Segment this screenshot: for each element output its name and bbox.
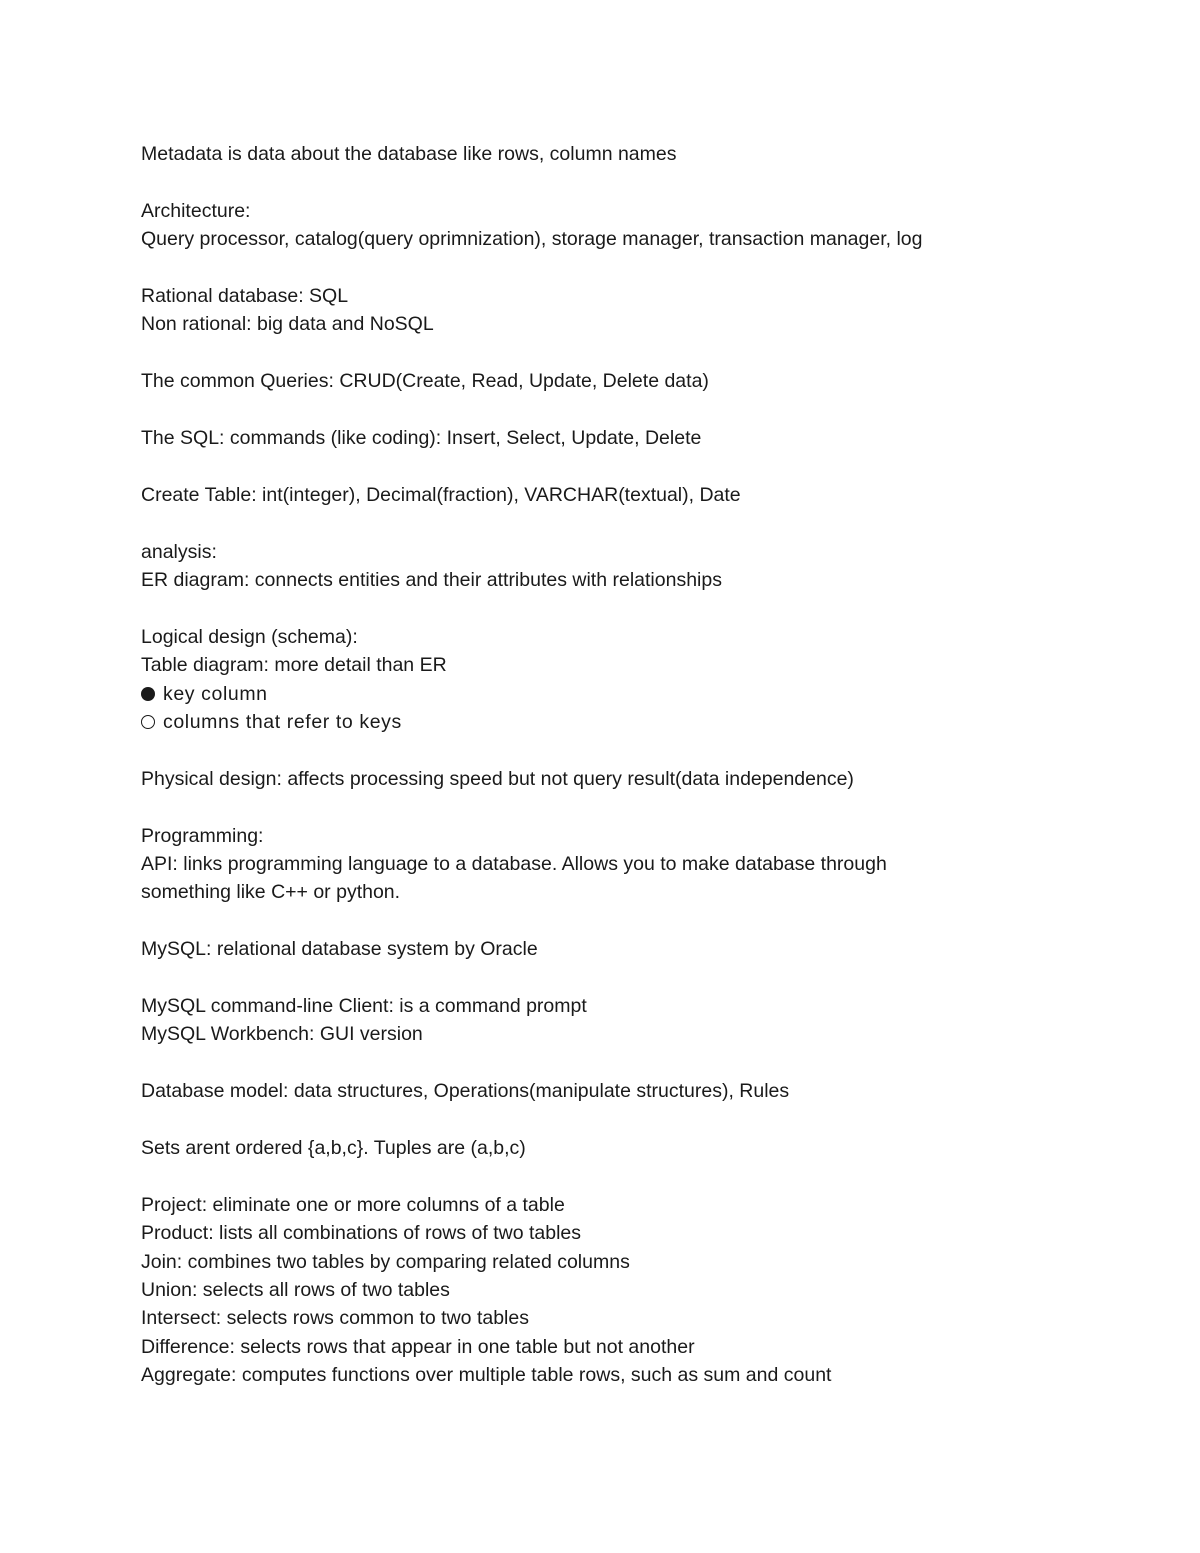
rational-line-1: Rational database: SQL [141, 285, 349, 307]
operation-product: Product: lists all combinations of rows of two tables [141, 1222, 582, 1245]
rational-line-2: Non rational: big data and NoSQL [141, 313, 434, 336]
spacer [141, 793, 1141, 821]
operation-join: Join: combines two tables by comparing related columns [141, 1250, 630, 1273]
spacer [141, 254, 1141, 282]
document-page [141, 140, 1141, 1390]
spacer [141, 1162, 1141, 1190]
sets-tuples-line: Sets arent ordered {a,b,c}. Tuples are (a,b,c) [141, 1136, 526, 1159]
mysql-client-line: MySQL command-line Client: is a command prompt [141, 994, 587, 1017]
spacer [141, 452, 1141, 480]
spacer [141, 907, 1141, 935]
spacer [141, 1106, 1141, 1134]
mysql-workbench-line: MySQL Workbench: GUI version [141, 1023, 423, 1046]
operation-project: Project: eliminate one or more columns of a table [141, 1193, 565, 1216]
bullet-text: key column [163, 682, 268, 705]
analysis-heading: analysis: [141, 540, 217, 563]
spacer [141, 168, 1141, 196]
common-queries-line: The common Queries: CRUD(Create, Read, Update, Delete data) [141, 370, 709, 393]
operation-intersect: Intersect: selects rows common to two tables [141, 1307, 529, 1330]
spacer [141, 964, 1141, 992]
database-model-line: Database model: data structures, Operations(manipulate structures), Rules [141, 1080, 790, 1103]
bullet-key-column [141, 680, 1141, 708]
api-line-1: API: links programming language to a database. Allows you to make database through [141, 852, 887, 875]
spacer [141, 594, 1141, 622]
operation-difference: Difference: selects rows that appear in one table but not another [141, 1335, 695, 1358]
operation-union: Union: selects all rows of two tables [141, 1279, 450, 1301]
logical-design-heading: Logical design (schema): [141, 625, 358, 648]
mysql-line: MySQL: relational database system by Oracle [141, 938, 538, 961]
spacer [141, 736, 1141, 764]
spacer [141, 1049, 1141, 1077]
physical-design-line: Physical design: affects processing speed but not query result(data independence) [141, 767, 854, 790]
bullet-foreign-columns [141, 708, 1141, 736]
spacer [141, 396, 1141, 424]
programming-heading: Programming: [141, 824, 264, 847]
spacer [141, 339, 1141, 367]
create-table-line: Create Table: int(integer), Decimal(fraction), VARCHAR(textual), Date [141, 483, 741, 506]
bullet-text: columns that refer to keys [163, 711, 402, 733]
filled-circle-icon [141, 687, 155, 701]
api-line-2: something like C++ or python. [141, 881, 401, 904]
metadata-line: Metadata is data about the database like rows, column names [141, 143, 677, 165]
hollow-circle-icon [141, 715, 155, 729]
sql-commands-line: The SQL: commands (like coding): Insert, Select, Update, Delete [141, 427, 702, 449]
analysis-text: ER diagram: connects entities and their attributes with relationships [141, 569, 722, 591]
spacer [141, 509, 1141, 537]
architecture-heading: Architecture: [141, 199, 251, 222]
architecture-text: Query processor, catalog(query oprimnization), storage manager, transaction manager, log [141, 228, 923, 251]
operation-aggregate: Aggregate: computes functions over multiple table rows, such as sum and count [141, 1364, 832, 1387]
logical-design-text: Table diagram: more detail than ER [141, 654, 447, 677]
